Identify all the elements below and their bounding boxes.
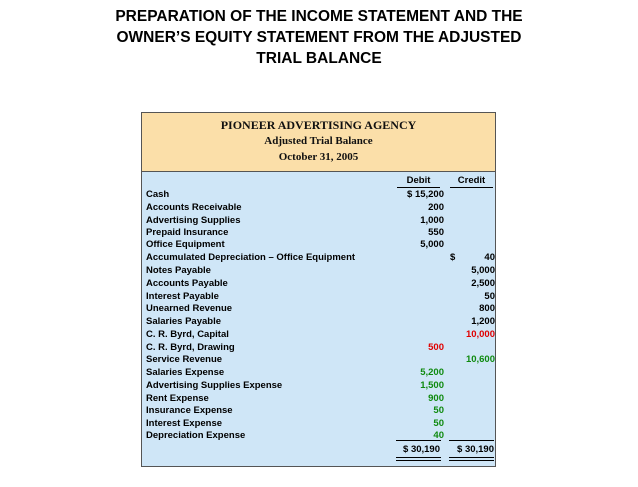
table-row <box>146 201 491 214</box>
debit-double-rule <box>396 457 441 461</box>
account-name: Rent Expense <box>146 393 209 404</box>
account-name: Notes Payable <box>146 265 211 276</box>
account-name: Accumulated Depreciation – Office Equipment <box>146 252 356 263</box>
table-row <box>146 238 491 251</box>
credit-amount: 10,600 <box>465 354 495 365</box>
statement-date: October 31, 2005 <box>278 151 359 163</box>
table-row <box>146 315 495 328</box>
debit-amount: 40 <box>433 430 444 441</box>
debit-column-header: Debit <box>397 175 440 188</box>
account-name: C. R. Byrd, Capital <box>146 329 229 340</box>
account-name: Advertising Supplies <box>146 215 241 226</box>
credit-amount: 800 <box>479 303 495 314</box>
dollar-sign: $ <box>450 252 456 263</box>
account-name: Interest Expense <box>146 418 223 429</box>
debit-amount: 5,000 <box>420 239 444 250</box>
account-name: Office Equipment <box>146 239 225 250</box>
account-name: Cash <box>146 189 170 200</box>
debit-amount: $ 15,200 <box>407 189 444 200</box>
slide-title-line-1: PREPARATION OF THE INCOME STATEMENT AND THE <box>115 8 523 25</box>
total-debit: $ 30,190 <box>403 444 440 455</box>
debit-amount: 500 <box>428 342 444 353</box>
account-name: Accounts Payable <box>146 278 228 289</box>
table-row <box>146 277 495 290</box>
account-name: C. R. Byrd, Drawing <box>146 342 235 353</box>
account-name: Advertising Supplies Expense <box>146 380 283 391</box>
credit-amount: 50 <box>484 291 495 302</box>
credit-amount: 10,000 <box>465 329 495 340</box>
statement-name: Adjusted Trial Balance <box>264 135 373 147</box>
account-name: Salaries Expense <box>146 367 225 378</box>
credit-amount: 5,000 <box>471 265 495 276</box>
credit-amount <box>450 251 495 264</box>
slide-title-line-3: TRIAL BALANCE <box>256 50 382 67</box>
account-name: Interest Payable <box>146 291 219 302</box>
table-row <box>146 353 495 366</box>
table-row <box>146 328 495 341</box>
credit-amount: 1,200 <box>471 316 495 327</box>
credit-amount: 2,500 <box>471 278 495 289</box>
debit-amount: 5,200 <box>420 367 444 378</box>
table-row <box>146 379 491 392</box>
debit-amount: 50 <box>433 418 444 429</box>
account-name: Unearned Revenue <box>146 303 233 314</box>
company-name: PIONEER ADVERTISING AGENCY <box>220 118 417 132</box>
credit-subtotal-rule <box>449 440 494 441</box>
credit-column-header: Credit <box>450 175 493 188</box>
slide-title-line-2: OWNER’S EQUITY STATEMENT FROM THE ADJUSTED <box>116 29 522 46</box>
trial-balance-header <box>142 113 495 172</box>
account-name: Depreciation Expense <box>146 430 246 441</box>
credit-value: 40 <box>484 252 495 263</box>
slide-title <box>0 6 638 69</box>
table-row <box>146 366 491 379</box>
debit-subtotal-rule <box>396 440 441 441</box>
debit-amount: 900 <box>428 393 444 404</box>
debit-amount: 1,000 <box>420 215 444 226</box>
table-row <box>146 251 495 264</box>
table-row <box>146 188 491 201</box>
trial-balance-box <box>141 112 496 467</box>
table-row <box>146 302 495 315</box>
account-name: Service Revenue <box>146 354 223 365</box>
account-name: Insurance Expense <box>146 405 233 416</box>
table-row <box>146 264 495 277</box>
debit-amount: 200 <box>428 202 444 213</box>
credit-double-rule <box>449 457 494 461</box>
debit-amount: 50 <box>433 405 444 416</box>
account-name: Accounts Receivable <box>146 202 242 213</box>
debit-amount: 550 <box>428 227 444 238</box>
account-name: Prepaid Insurance <box>146 227 229 238</box>
account-name: Salaries Payable <box>146 316 221 327</box>
debit-amount: 1,500 <box>420 380 444 391</box>
total-credit: $ 30,190 <box>457 444 494 455</box>
table-row <box>146 404 491 417</box>
